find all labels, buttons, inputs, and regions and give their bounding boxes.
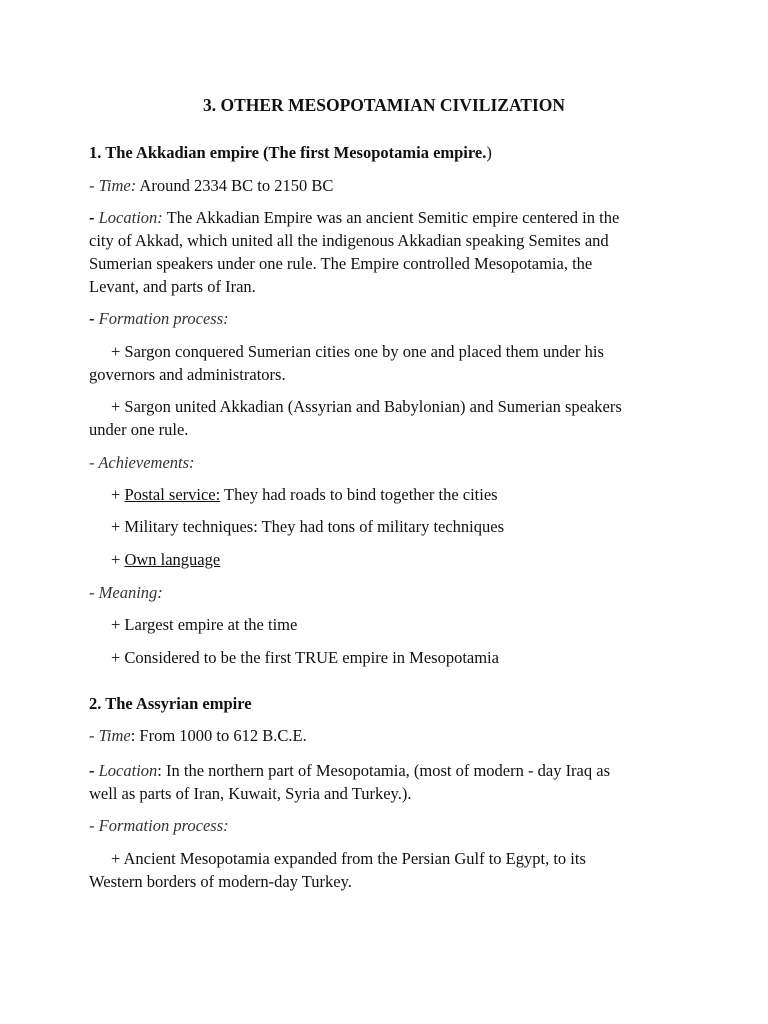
akkadian-formation-label: Formation process:	[98, 309, 229, 328]
akkadian-location-line-2: city of Akkad, which united all the indigenous Akkadian speaking Semites and	[89, 231, 609, 250]
akkadian-achievement-2: + Military techniques: They had tons of military techniques	[111, 517, 505, 536]
assyrian-heading: 2. The Assyrian empire	[89, 694, 252, 713]
akkadian-formation-item-1-line-1: + Sargon conquered Sumerian cities one by one and placed them under his	[111, 342, 604, 361]
akkadian-achievements-label-text: - Achievements:	[89, 453, 195, 472]
akkadian-time-label: - Time:	[89, 176, 137, 195]
akkadian-formation-item-2-line-2: under one rule.	[89, 420, 189, 439]
achievement-1-rest: They had roads to bind together the cities	[220, 485, 498, 504]
akkadian-location-line-1	[89, 207, 619, 229]
assyrian-formation-line-2: Western borders of modern-day Turkey.	[89, 872, 352, 891]
achievement-3-plus: +	[111, 550, 125, 569]
akkadian-location-label: Location:	[98, 208, 163, 227]
akkadian-formation-dash: -	[89, 309, 99, 328]
assyrian-time	[89, 725, 307, 747]
document-title: 3. OTHER MESOPOTAMIAN CIVILIZATION	[202, 95, 566, 115]
akkadian-achievement-1	[111, 484, 498, 506]
akkadian-heading-tail: )	[486, 143, 492, 162]
assyrian-formation-label-text: - Formation process:	[89, 816, 229, 835]
akkadian-time	[89, 175, 333, 197]
akkadian-location-line-4: Levant, and parts of Iran.	[89, 277, 256, 296]
assyrian-formation-label	[89, 815, 229, 837]
assyrian-location-line-1	[89, 760, 610, 782]
akkadian-location-dash: -	[89, 208, 99, 227]
akkadian-achievement-3	[111, 549, 220, 571]
akkadian-time-value: Around 2334 BC to 2150 BC	[136, 176, 334, 195]
akkadian-location-text-1: The Akkadian Empire was an ancient Semitic empire centered in the	[162, 208, 620, 227]
akkadian-achievements-label	[89, 452, 195, 474]
assyrian-time-value: : From 1000 to 612 B.C.E.	[130, 726, 307, 745]
assyrian-formation-line-1: + Ancient Mesopotamia expanded from the Persian Gulf to Egypt, to its	[111, 849, 586, 868]
akkadian-formation-item-2-line-1: + Sargon united Akkadian (Assyrian and Babylonian) and Sumerian speakers	[111, 397, 622, 416]
akkadian-meaning-label	[89, 582, 163, 604]
achievement-1-underlined: Postal service:	[124, 485, 221, 504]
akkadian-formation-label-line	[89, 308, 229, 330]
akkadian-formation-item-1-line-2: governors and administrators.	[89, 365, 286, 384]
akkadian-meaning-item-2: + Considered to be the first TRUE empire in Mesopotamia	[111, 648, 499, 667]
akkadian-meaning-label-text: - Meaning:	[89, 583, 163, 602]
assyrian-location-label: Location	[98, 761, 158, 780]
achievement-3-underlined: Own language	[124, 550, 221, 569]
akkadian-location-line-3: Sumerian speakers under one rule. The Empire controlled Mesopotamia, the	[89, 254, 593, 273]
assyrian-time-label: Time	[98, 726, 131, 745]
akkadian-heading-text: 1. The Akkadian empire (The first Mesopotamia empire.	[89, 143, 487, 162]
assyrian-location-line-2: well as parts of Iran, Kuwait, Syria and Turkey.).	[89, 784, 412, 803]
assyrian-location-dash: -	[89, 761, 99, 780]
assyrian-time-dash: -	[89, 726, 99, 745]
akkadian-heading	[89, 142, 492, 164]
akkadian-meaning-item-1: + Largest empire at the time	[111, 615, 298, 634]
assyrian-location-text-1: : In the northern part of Mesopotamia, (most of modern - day Iraq as	[157, 761, 610, 780]
achievement-1-plus: +	[111, 485, 125, 504]
